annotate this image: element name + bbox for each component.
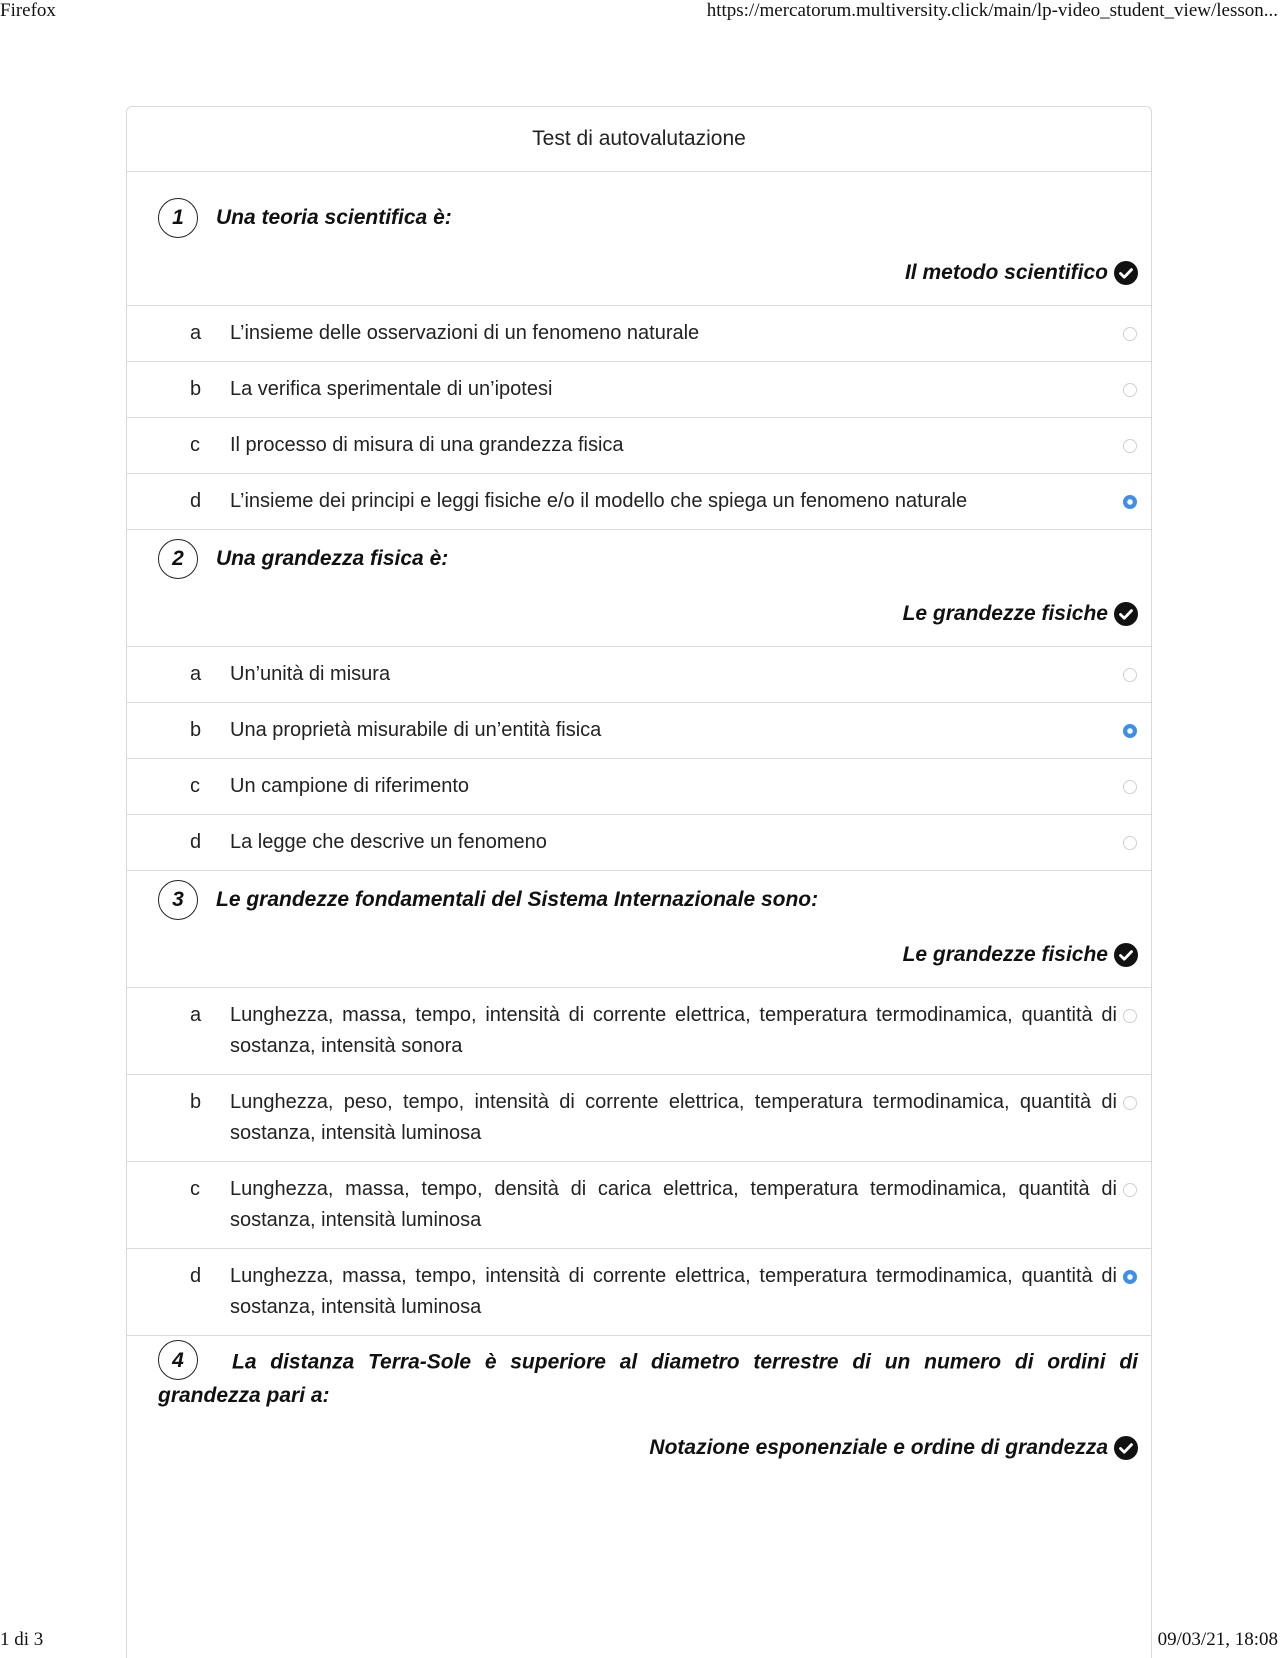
answer-option[interactable] [127,758,1151,814]
question-list [127,172,1151,1485]
option-text: Lunghezza, massa, tempo, intensità di corrente elettrica, temperatura termodinamica, quantità di sostanza, intensità sonora [230,1004,1117,1057]
question-text: La distanza Terra-Sole è superiore al diametro terrestre di un numero di ordini di grandezza pari a: [158,1350,1138,1407]
option-letter: b [190,378,202,400]
radio-button[interactable] [1123,1009,1137,1023]
print-url: https://mercatorum.multiversity.click/main/lp-video_student_view/lesson... [706,0,1278,21]
check-circle-icon [1114,1436,1138,1460]
option-letter: c [190,1178,200,1200]
option-letter: d [190,490,202,512]
option-text: Lunghezza, massa, tempo, intensità di corrente elettrica, temperatura termodinamica, quantità di sostanza, intensità luminosa [230,1265,1117,1318]
answer-option[interactable] [127,305,1151,361]
option-text: Un campione di riferimento [230,775,469,797]
answer-option[interactable] [127,473,1151,529]
option-letter: c [190,775,200,797]
question-text: Le grandezze fondamentali del Sistema Internazionale sono: [216,888,819,911]
option-text: Lunghezza, peso, tempo, intensità di corrente elettrica, temperatura termodinamica, quantità di sostanza, intensità luminosa [230,1091,1117,1144]
radio-button[interactable] [1123,383,1137,397]
answer-option[interactable] [127,814,1151,870]
option-text: La verifica sperimentale di un’ipotesi [230,378,553,400]
answer-option[interactable] [127,1248,1151,1335]
radio-button[interactable] [1123,1096,1137,1110]
question-1-header [127,195,1151,305]
radio-button[interactable] [1123,1183,1137,1197]
question-4-header [127,1336,1151,1485]
radio-button-selected[interactable] [1123,495,1137,509]
radio-button-selected[interactable] [1123,1270,1137,1284]
radio-button[interactable] [1123,668,1137,682]
option-text: L’insieme delle osservazioni di un fenomeno naturale [230,322,700,344]
quiz-card [126,106,1152,1658]
option-text: L’insieme dei principi e leggi fisiche e/o il modello che spiega un fenomeno naturale [230,490,968,512]
page-counter: 1 di 3 [0,1629,44,1650]
option-letter: d [190,831,202,853]
quiz-title: Test di autovalutazione [127,107,1151,172]
answer-option[interactable] [127,1161,1151,1248]
question-topic: Il metodo scientifico [904,261,1108,284]
option-text: Il processo di misura di una grandezza fisica [230,434,624,456]
radio-button[interactable] [1123,836,1137,850]
question-3-header [127,871,1151,987]
option-text: Un’unità di misura [230,663,391,685]
print-app-name: Firefox [0,0,56,21]
question-2-header [127,530,1151,646]
question-text: Una teoria scientifica è: [216,206,452,229]
question-number-badge: 3 [158,880,198,920]
option-letter: d [190,1265,202,1287]
check-circle-icon [1114,261,1138,285]
question-number-badge: 4 [158,1340,198,1380]
answer-option[interactable] [127,417,1151,473]
question-topic: Notazione esponenziale e ordine di grandezza [649,1436,1108,1459]
answer-option[interactable] [127,702,1151,758]
question-text: Una grandezza fisica è: [216,547,449,570]
check-circle-icon [1114,602,1138,626]
radio-button-selected[interactable] [1123,724,1137,738]
print-datetime: 09/03/21, 18:08 [1157,1629,1278,1650]
print-header [0,0,1280,24]
option-text: Lunghezza, massa, tempo, densità di carica elettrica, temperatura termodinamica, quantità di sostanza, intensità luminosa [230,1178,1117,1231]
question-topic: Le grandezze fisiche [902,943,1108,966]
option-letter: a [190,663,202,685]
question-topic: Le grandezze fisiche [902,602,1108,625]
option-letter: b [190,719,202,741]
radio-button[interactable] [1123,439,1137,453]
option-text: Una proprietà misurabile di un’entità fisica [230,719,602,741]
option-letter: a [190,322,202,344]
radio-button[interactable] [1123,780,1137,794]
option-letter: c [190,434,200,456]
option-letter: a [190,1004,202,1026]
option-text: La legge che descrive un fenomeno [230,831,547,853]
option-letter: b [190,1091,202,1113]
question-number-badge: 2 [158,539,198,579]
print-footer [0,1629,1280,1653]
answer-option[interactable] [127,646,1151,702]
answer-option[interactable] [127,361,1151,417]
radio-button[interactable] [1123,327,1137,341]
check-circle-icon [1114,943,1138,967]
answer-option[interactable] [127,1074,1151,1161]
answer-option[interactable] [127,987,1151,1074]
question-number-badge: 1 [158,198,198,238]
